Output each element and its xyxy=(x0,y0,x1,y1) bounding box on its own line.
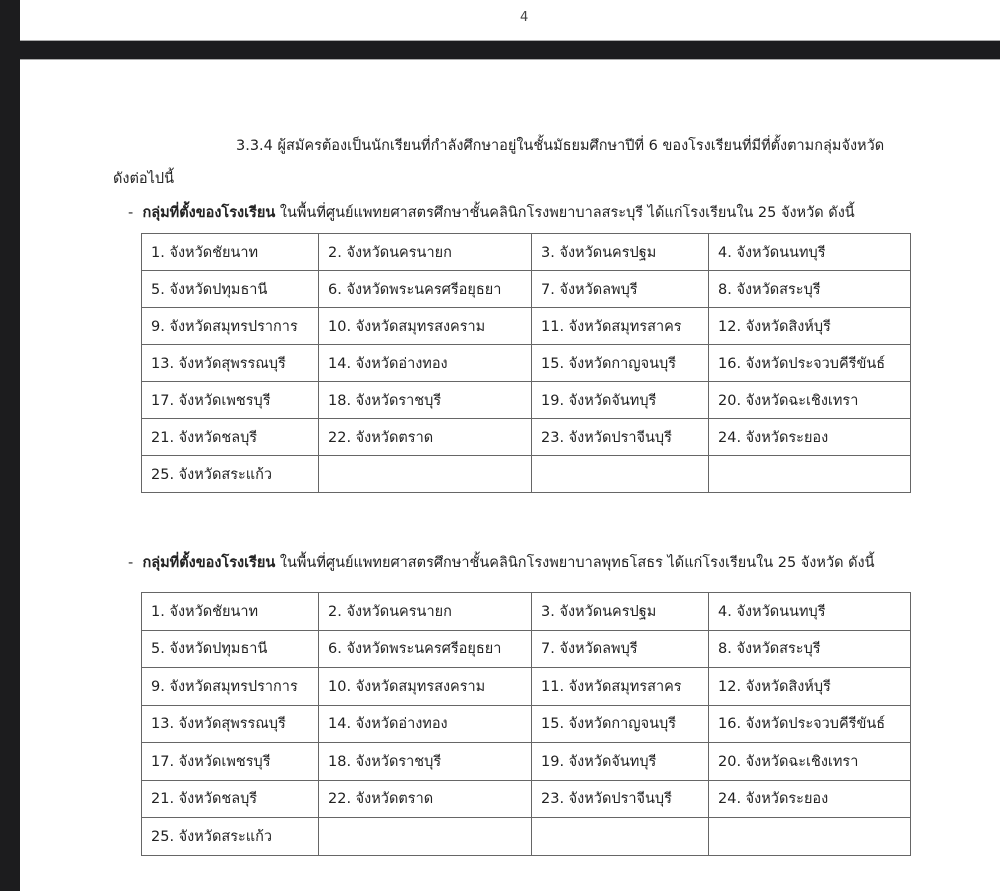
province-cell: 17. จังหวัดเพชรบุรี xyxy=(142,382,319,419)
province-cell: 9. จังหวัดสมุทรปราการ xyxy=(142,668,319,706)
province-cell: 7. จังหวัดลพบุรี xyxy=(532,630,709,668)
province-cell: 19. จังหวัดจันทบุรี xyxy=(532,743,709,781)
province-cell: 8. จังหวัดสระบุรี xyxy=(709,271,911,308)
province-cell: 3. จังหวัดนครปฐม xyxy=(532,593,709,631)
province-cell: 19. จังหวัดจันทบุรี xyxy=(532,382,709,419)
province-table-buddhasothorn xyxy=(141,592,911,856)
province-cell: 13. จังหวัดสุพรรณบุรี xyxy=(142,345,319,382)
province-cell: 6. จังหวัดพระนครศรีอยุธยา xyxy=(319,271,532,308)
province-cell: 16. จังหวัดประจวบคีรีขันธ์ xyxy=(709,345,911,382)
province-cell: 1. จังหวัดชัยนาท xyxy=(142,593,319,631)
group-heading-text: ในพื้นที่ศูนย์แพทยศาสตรศึกษาชั้นคลินิกโรงพยาบาลพุทธโสธร ได้แก่โรงเรียนใน 25 จังหวัด ดังนี้ xyxy=(275,555,875,571)
province-cell: 21. จังหวัดชลบุรี xyxy=(142,419,319,456)
table-row xyxy=(142,630,911,668)
empty-cell xyxy=(532,456,709,493)
table-row xyxy=(142,271,911,308)
province-cell: 5. จังหวัดปทุมธานี xyxy=(142,630,319,668)
page-number: 4 xyxy=(520,10,529,25)
province-cell: 6. จังหวัดพระนครศรีอยุธยา xyxy=(319,630,532,668)
empty-cell xyxy=(709,818,911,856)
province-cell: 2. จังหวัดนครนายก xyxy=(319,234,532,271)
viewer-left-border xyxy=(0,0,20,891)
table-row xyxy=(142,593,911,631)
province-cell: 4. จังหวัดนนทบุรี xyxy=(709,593,911,631)
province-cell: 1. จังหวัดชัยนาท xyxy=(142,234,319,271)
province-cell: 17. จังหวัดเพชรบุรี xyxy=(142,743,319,781)
province-cell: 11. จังหวัดสมุทรสาคร xyxy=(532,668,709,706)
province-cell: 22. จังหวัดตราด xyxy=(319,419,532,456)
table-row xyxy=(142,705,911,743)
province-cell: 20. จังหวัดฉะเชิงเทรา xyxy=(709,743,911,781)
province-cell: 18. จังหวัดราชบุรี xyxy=(319,743,532,781)
province-cell: 4. จังหวัดนนทบุรี xyxy=(709,234,911,271)
province-cell: 24. จังหวัดระยอง xyxy=(709,419,911,456)
page-separator xyxy=(20,40,1000,60)
province-cell: 16. จังหวัดประจวบคีรีขันธ์ xyxy=(709,705,911,743)
bullet-dash: - xyxy=(128,205,134,221)
empty-cell xyxy=(709,456,911,493)
province-cell: 15. จังหวัดกาญจนบุรี xyxy=(532,345,709,382)
province-cell: 5. จังหวัดปทุมธานี xyxy=(142,271,319,308)
province-cell: 7. จังหวัดลพบุรี xyxy=(532,271,709,308)
province-table-saraburi xyxy=(141,233,911,493)
province-cell: 10. จังหวัดสมุทรสงคราม xyxy=(319,668,532,706)
province-cell: 8. จังหวัดสระบุรี xyxy=(709,630,911,668)
province-cell: 21. จังหวัดชลบุรี xyxy=(142,780,319,818)
province-cell: 22. จังหวัดตราด xyxy=(319,780,532,818)
empty-cell xyxy=(532,818,709,856)
province-cell: 2. จังหวัดนครนายก xyxy=(319,593,532,631)
table-row xyxy=(142,456,911,493)
province-cell: 14. จังหวัดอ่างทอง xyxy=(319,345,532,382)
province-cell: 20. จังหวัดฉะเชิงเทรา xyxy=(709,382,911,419)
province-cell: 25. จังหวัดสระแก้ว xyxy=(142,456,319,493)
table-row xyxy=(142,345,911,382)
paragraph-line-2: ดังต่อไปนี้ xyxy=(113,171,175,187)
group-heading-saraburi xyxy=(128,201,855,224)
group-heading-bold: กลุ่มที่ตั้งของโรงเรียน xyxy=(142,555,276,571)
province-cell: 14. จังหวัดอ่างทอง xyxy=(319,705,532,743)
table-row xyxy=(142,234,911,271)
group-heading-bold: กลุ่มที่ตั้งของโรงเรียน xyxy=(142,205,276,221)
province-cell: 12. จังหวัดสิงห์บุรี xyxy=(709,308,911,345)
table-row xyxy=(142,743,911,781)
province-cell: 18. จังหวัดราชบุรี xyxy=(319,382,532,419)
table-row xyxy=(142,308,911,345)
empty-cell xyxy=(319,818,532,856)
province-cell: 9. จังหวัดสมุทรปราการ xyxy=(142,308,319,345)
group-heading-buddhasothorn xyxy=(128,551,875,574)
province-cell: 11. จังหวัดสมุทรสาคร xyxy=(532,308,709,345)
table-row xyxy=(142,780,911,818)
province-cell: 12. จังหวัดสิงห์บุรี xyxy=(709,668,911,706)
bullet-dash: - xyxy=(128,555,134,571)
table-row xyxy=(142,668,911,706)
province-cell: 23. จังหวัดปราจีนบุรี xyxy=(532,780,709,818)
province-cell: 10. จังหวัดสมุทรสงคราม xyxy=(319,308,532,345)
province-cell: 15. จังหวัดกาญจนบุรี xyxy=(532,705,709,743)
province-cell: 25. จังหวัดสระแก้ว xyxy=(142,818,319,856)
province-cell: 23. จังหวัดปราจีนบุรี xyxy=(532,419,709,456)
table-row xyxy=(142,382,911,419)
paragraph-line-1: 3.3.4 ผู้สมัครต้องเป็นนักเรียนที่กำลังศึกษาอยู่ในชั้นมัธยมศึกษาปีที่ 6 ของโรงเรียนที่มีที่ตั้งตามกลุ่มจังหวัด xyxy=(236,138,885,154)
empty-cell xyxy=(319,456,532,493)
province-cell: 24. จังหวัดระยอง xyxy=(709,780,911,818)
table-row xyxy=(142,818,911,856)
province-cell: 13. จังหวัดสุพรรณบุรี xyxy=(142,705,319,743)
province-cell: 3. จังหวัดนครปฐม xyxy=(532,234,709,271)
group-heading-text: ในพื้นที่ศูนย์แพทยศาสตรศึกษาชั้นคลินิกโรงพยาบาลสระบุรี ได้แก่โรงเรียนใน 25 จังหวัด ดังนี้ xyxy=(275,205,855,221)
table-row xyxy=(142,419,911,456)
